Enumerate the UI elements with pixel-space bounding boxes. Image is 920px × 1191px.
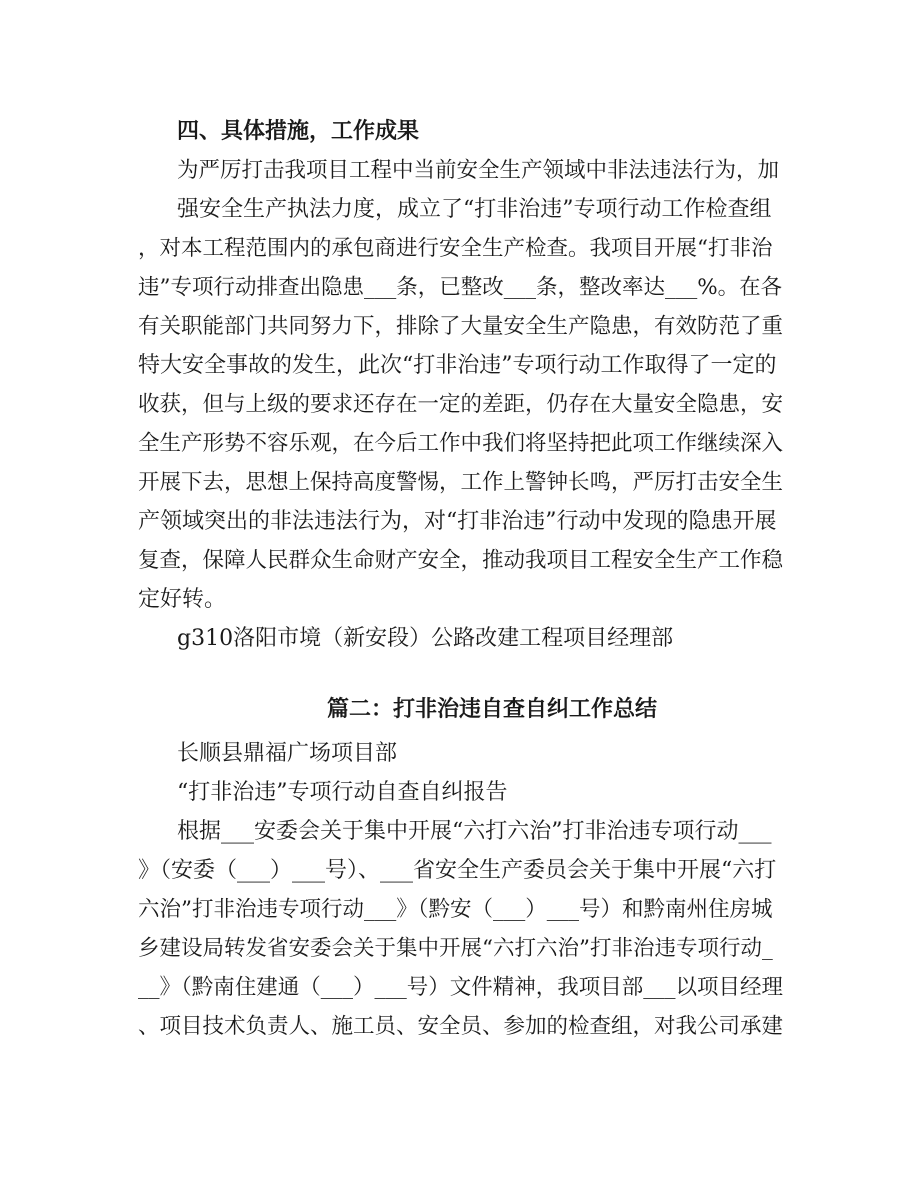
body-line: 六治”打非治违专项行动___》（黔安（___）___号）和黔南州住房城	[138, 897, 773, 922]
body-line: 乡建设局转发省安委会关于集中开展“六打六治”打非治违专项行动_	[138, 936, 773, 961]
body-line: 收获，但与上级的要求还存在一定的差距，仍存在大量安全隐患，安	[138, 392, 784, 417]
body-line: 违”专项行动排查出隐患___条，已整改___条，整改率达___%。在各	[138, 275, 783, 300]
body-line: 为严厉打击我项目工程中当前安全生产领域中非法违法行为，加	[177, 158, 780, 183]
body-line: ，对本工程范围内的承包商进行安全生产检查。我项目开展“打非治	[138, 236, 773, 261]
body-line: 、项目技术负责人、施工员、安全员、参加的检查组，对我公司承建	[138, 1014, 784, 1039]
part-title: 篇二：打非治违自查自纠工作总结	[327, 697, 658, 722]
body-line: 开展下去，思想上保持高度警惕，工作上警钟长鸣，严厉打击安全生	[138, 470, 784, 495]
body-line: 复查，保障人民群众生命财产安全，推动我项目工程安全生产工作稳	[138, 548, 784, 573]
body-line: 有关职能部门共同努力下，排除了大量安全生产隐患，有效防范了重	[138, 314, 784, 339]
body-line: __》（黔南住建通（___）___号）文件精神，我项目部___以项目经理	[138, 975, 784, 1000]
body-line: 》（安委（___）___号）、___省安全生产委员会关于集中开展“六打	[138, 858, 777, 883]
body-line: 强安全生产执法力度，成立了“打非治违”专项行动工作检查组	[177, 197, 772, 222]
body-line: 产领域突出的非法违法行为，对“打非治违”行动中发现的隐患开展	[138, 509, 777, 534]
body-line: 特大安全事故的发生，此次“打非治违”专项行动工作取得了一定的	[138, 353, 777, 378]
body-line: 全生产形势不容乐观，在今后工作中我们将坚持把此项工作继续深入	[138, 431, 784, 456]
org-name: 长顺县鼎福广场项目部	[177, 741, 398, 766]
report-title: “打非治违”专项行动自查自纠报告	[177, 780, 508, 805]
section-heading: 四、具体措施，工作成果	[177, 119, 420, 144]
signature-line: g310洛阳市境（新安段）公路改建工程项目经理部	[177, 626, 674, 651]
body-line: 定好转。	[138, 587, 227, 612]
body-line: 根据___安委会关于集中开展“六打六治”打非治违专项行动___	[177, 819, 772, 844]
